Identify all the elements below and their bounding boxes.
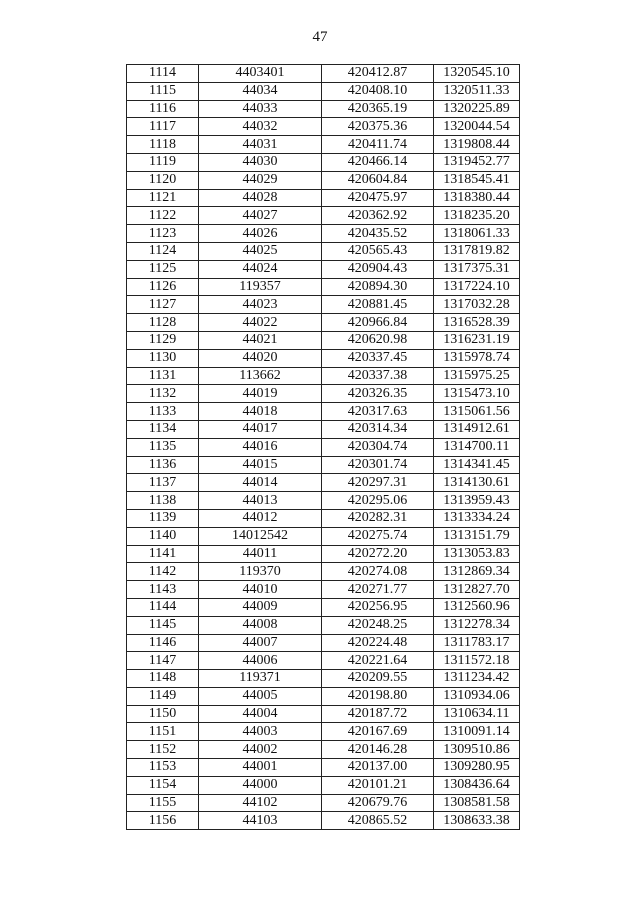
y-coordinate-cell: 1312278.34 [434,616,520,634]
x-coordinate-cell: 420565.43 [322,242,434,260]
row-number-cell: 1136 [127,456,199,474]
x-coordinate-cell: 420146.28 [322,741,434,759]
row-number-cell: 1141 [127,545,199,563]
y-coordinate-cell: 1311572.18 [434,652,520,670]
x-coordinate-cell: 420304.74 [322,438,434,456]
y-coordinate-cell: 1314912.61 [434,420,520,438]
x-coordinate-cell: 420282.31 [322,509,434,527]
point-id-cell: 44022 [199,314,322,332]
point-id-cell: 44001 [199,759,322,777]
point-id-cell: 44033 [199,100,322,118]
x-coordinate-cell: 420904.43 [322,260,434,278]
point-id-cell: 44008 [199,616,322,634]
x-coordinate-cell: 420301.74 [322,456,434,474]
table-row [127,670,520,688]
row-number-cell: 1137 [127,474,199,492]
y-coordinate-cell: 1319452.77 [434,153,520,171]
table-row [127,118,520,136]
table-row [127,278,520,296]
x-coordinate-cell: 420375.36 [322,118,434,136]
point-id-cell: 4403401 [199,65,322,83]
x-coordinate-cell: 420411.74 [322,136,434,154]
table-row [127,225,520,243]
y-coordinate-cell: 1310091.14 [434,723,520,741]
y-coordinate-cell: 1317224.10 [434,278,520,296]
row-number-cell: 1114 [127,65,199,83]
x-coordinate-cell: 420881.45 [322,296,434,314]
table-row [127,438,520,456]
table-row [127,296,520,314]
point-id-cell: 44004 [199,705,322,723]
x-coordinate-cell: 420275.74 [322,527,434,545]
row-number-cell: 1149 [127,687,199,705]
table-row [127,82,520,100]
x-coordinate-cell: 420408.10 [322,82,434,100]
x-coordinate-cell: 420475.97 [322,189,434,207]
point-id-cell: 44012 [199,509,322,527]
point-id-cell: 44002 [199,741,322,759]
x-coordinate-cell: 420274.08 [322,563,434,581]
point-id-cell: 44009 [199,598,322,616]
point-id-cell: 44017 [199,420,322,438]
table-row [127,563,520,581]
table-row [127,509,520,527]
table-row [127,314,520,332]
row-number-cell: 1134 [127,420,199,438]
page-number: 47 [312,29,328,45]
x-coordinate-cell: 420224.48 [322,634,434,652]
table-row [127,687,520,705]
y-coordinate-cell: 1316231.19 [434,331,520,349]
row-number-cell: 1119 [127,153,199,171]
point-id-cell: 119370 [199,563,322,581]
y-coordinate-cell: 1313334.24 [434,509,520,527]
x-coordinate-cell: 420137.00 [322,759,434,777]
y-coordinate-cell: 1315978.74 [434,349,520,367]
table-row [127,385,520,403]
x-coordinate-cell: 420620.98 [322,331,434,349]
row-number-cell: 1121 [127,189,199,207]
point-id-cell: 44024 [199,260,322,278]
point-id-cell: 14012542 [199,527,322,545]
row-number-cell: 1143 [127,581,199,599]
row-number-cell: 1139 [127,509,199,527]
row-number-cell: 1130 [127,349,199,367]
table-row [127,153,520,171]
table-row [127,420,520,438]
y-coordinate-cell: 1319808.44 [434,136,520,154]
y-coordinate-cell: 1318545.41 [434,171,520,189]
row-number-cell: 1126 [127,278,199,296]
y-coordinate-cell: 1320044.54 [434,118,520,136]
point-id-cell: 44015 [199,456,322,474]
table-row [127,705,520,723]
y-coordinate-cell: 1316528.39 [434,314,520,332]
y-coordinate-cell: 1314700.11 [434,438,520,456]
point-id-cell: 44028 [199,189,322,207]
row-number-cell: 1135 [127,438,199,456]
table-row [127,723,520,741]
table-row [127,331,520,349]
y-coordinate-cell: 1315473.10 [434,385,520,403]
table-row [127,207,520,225]
point-id-cell: 44013 [199,492,322,510]
table-row [127,616,520,634]
row-number-cell: 1117 [127,118,199,136]
point-id-cell: 44026 [199,225,322,243]
table-row [127,242,520,260]
row-number-cell: 1140 [127,527,199,545]
x-coordinate-cell: 420248.25 [322,616,434,634]
point-id-cell: 44102 [199,794,322,812]
y-coordinate-cell: 1320225.89 [434,100,520,118]
row-number-cell: 1155 [127,794,199,812]
row-number-cell: 1115 [127,82,199,100]
table-row [127,367,520,385]
row-number-cell: 1128 [127,314,199,332]
table-row [127,474,520,492]
y-coordinate-cell: 1313151.79 [434,527,520,545]
point-id-cell: 44027 [199,207,322,225]
point-id-cell: 119371 [199,670,322,688]
point-id-cell: 44010 [199,581,322,599]
point-id-cell: 44032 [199,118,322,136]
y-coordinate-cell: 1309510.86 [434,741,520,759]
row-number-cell: 1154 [127,776,199,794]
y-coordinate-cell: 1317819.82 [434,242,520,260]
y-coordinate-cell: 1313053.83 [434,545,520,563]
y-coordinate-cell: 1318235.20 [434,207,520,225]
y-coordinate-cell: 1308633.38 [434,812,520,830]
y-coordinate-cell: 1314341.45 [434,456,520,474]
y-coordinate-cell: 1313959.43 [434,492,520,510]
x-coordinate-cell: 420894.30 [322,278,434,296]
y-coordinate-cell: 1308436.64 [434,776,520,794]
y-coordinate-cell: 1314130.61 [434,474,520,492]
point-id-cell: 44029 [199,171,322,189]
row-number-cell: 1156 [127,812,199,830]
table-row [127,100,520,118]
x-coordinate-cell: 420209.55 [322,670,434,688]
row-number-cell: 1150 [127,705,199,723]
row-number-cell: 1120 [127,171,199,189]
x-coordinate-cell: 420412.87 [322,65,434,83]
table-row [127,581,520,599]
x-coordinate-cell: 420297.31 [322,474,434,492]
row-number-cell: 1133 [127,403,199,421]
y-coordinate-cell: 1312869.34 [434,563,520,581]
row-number-cell: 1122 [127,207,199,225]
y-coordinate-cell: 1311234.42 [434,670,520,688]
row-number-cell: 1153 [127,759,199,777]
row-number-cell: 1148 [127,670,199,688]
table-row [127,741,520,759]
y-coordinate-cell: 1312827.70 [434,581,520,599]
point-id-cell: 44011 [199,545,322,563]
table-row [127,171,520,189]
point-id-cell: 44016 [199,438,322,456]
table-row [127,545,520,563]
point-id-cell: 44031 [199,136,322,154]
y-coordinate-cell: 1318061.33 [434,225,520,243]
table-row [127,260,520,278]
table-row [127,136,520,154]
point-id-cell: 44018 [199,403,322,421]
x-coordinate-cell: 420326.35 [322,385,434,403]
table-row [127,812,520,830]
table-row [127,189,520,207]
point-id-cell: 119357 [199,278,322,296]
x-coordinate-cell: 420337.38 [322,367,434,385]
row-number-cell: 1125 [127,260,199,278]
table-row [127,527,520,545]
point-id-cell: 44025 [199,242,322,260]
row-number-cell: 1132 [127,385,199,403]
table-row [127,794,520,812]
row-number-cell: 1118 [127,136,199,154]
point-id-cell: 44000 [199,776,322,794]
table-row [127,652,520,670]
row-number-cell: 1152 [127,741,199,759]
row-number-cell: 1116 [127,100,199,118]
x-coordinate-cell: 420337.45 [322,349,434,367]
y-coordinate-cell: 1320511.33 [434,82,520,100]
y-coordinate-cell: 1317375.31 [434,260,520,278]
point-id-cell: 44103 [199,812,322,830]
table-row [127,403,520,421]
table-row [127,634,520,652]
y-coordinate-cell: 1310634.11 [434,705,520,723]
point-id-cell: 44030 [199,153,322,171]
x-coordinate-cell: 420167.69 [322,723,434,741]
x-coordinate-cell: 420865.52 [322,812,434,830]
y-coordinate-cell: 1310934.06 [434,687,520,705]
row-number-cell: 1151 [127,723,199,741]
row-number-cell: 1146 [127,634,199,652]
y-coordinate-cell: 1320545.10 [434,65,520,83]
row-number-cell: 1144 [127,598,199,616]
y-coordinate-cell: 1318380.44 [434,189,520,207]
y-coordinate-cell: 1317032.28 [434,296,520,314]
x-coordinate-cell: 420295.06 [322,492,434,510]
table-row [127,65,520,83]
point-id-cell: 44034 [199,82,322,100]
x-coordinate-cell: 420435.52 [322,225,434,243]
table-body [127,65,520,830]
table-row [127,776,520,794]
x-coordinate-cell: 420187.72 [322,705,434,723]
point-id-cell: 44007 [199,634,322,652]
x-coordinate-cell: 420466.14 [322,153,434,171]
y-coordinate-cell: 1308581.58 [434,794,520,812]
point-id-cell: 44003 [199,723,322,741]
table-row [127,492,520,510]
row-number-cell: 1147 [127,652,199,670]
x-coordinate-cell: 420365.19 [322,100,434,118]
row-number-cell: 1123 [127,225,199,243]
table-row [127,759,520,777]
row-number-cell: 1138 [127,492,199,510]
x-coordinate-cell: 420272.20 [322,545,434,563]
x-coordinate-cell: 420271.77 [322,581,434,599]
x-coordinate-cell: 420966.84 [322,314,434,332]
x-coordinate-cell: 420604.84 [322,171,434,189]
y-coordinate-cell: 1309280.95 [434,759,520,777]
y-coordinate-cell: 1312560.96 [434,598,520,616]
row-number-cell: 1131 [127,367,199,385]
point-id-cell: 44021 [199,331,322,349]
point-id-cell: 113662 [199,367,322,385]
y-coordinate-cell: 1315975.25 [434,367,520,385]
point-id-cell: 44020 [199,349,322,367]
table-row [127,349,520,367]
row-number-cell: 1124 [127,242,199,260]
row-number-cell: 1145 [127,616,199,634]
point-id-cell: 44023 [199,296,322,314]
point-id-cell: 44006 [199,652,322,670]
table-row [127,598,520,616]
point-id-cell: 44005 [199,687,322,705]
point-id-cell: 44019 [199,385,322,403]
table-row [127,456,520,474]
x-coordinate-cell: 420314.34 [322,420,434,438]
x-coordinate-cell: 420221.64 [322,652,434,670]
x-coordinate-cell: 420362.92 [322,207,434,225]
x-coordinate-cell: 420101.21 [322,776,434,794]
x-coordinate-cell: 420256.95 [322,598,434,616]
y-coordinate-cell: 1315061.56 [434,403,520,421]
row-number-cell: 1129 [127,331,199,349]
row-number-cell: 1142 [127,563,199,581]
coordinates-table [126,64,520,830]
y-coordinate-cell: 1311783.17 [434,634,520,652]
x-coordinate-cell: 420317.63 [322,403,434,421]
x-coordinate-cell: 420679.76 [322,794,434,812]
point-id-cell: 44014 [199,474,322,492]
x-coordinate-cell: 420198.80 [322,687,434,705]
row-number-cell: 1127 [127,296,199,314]
